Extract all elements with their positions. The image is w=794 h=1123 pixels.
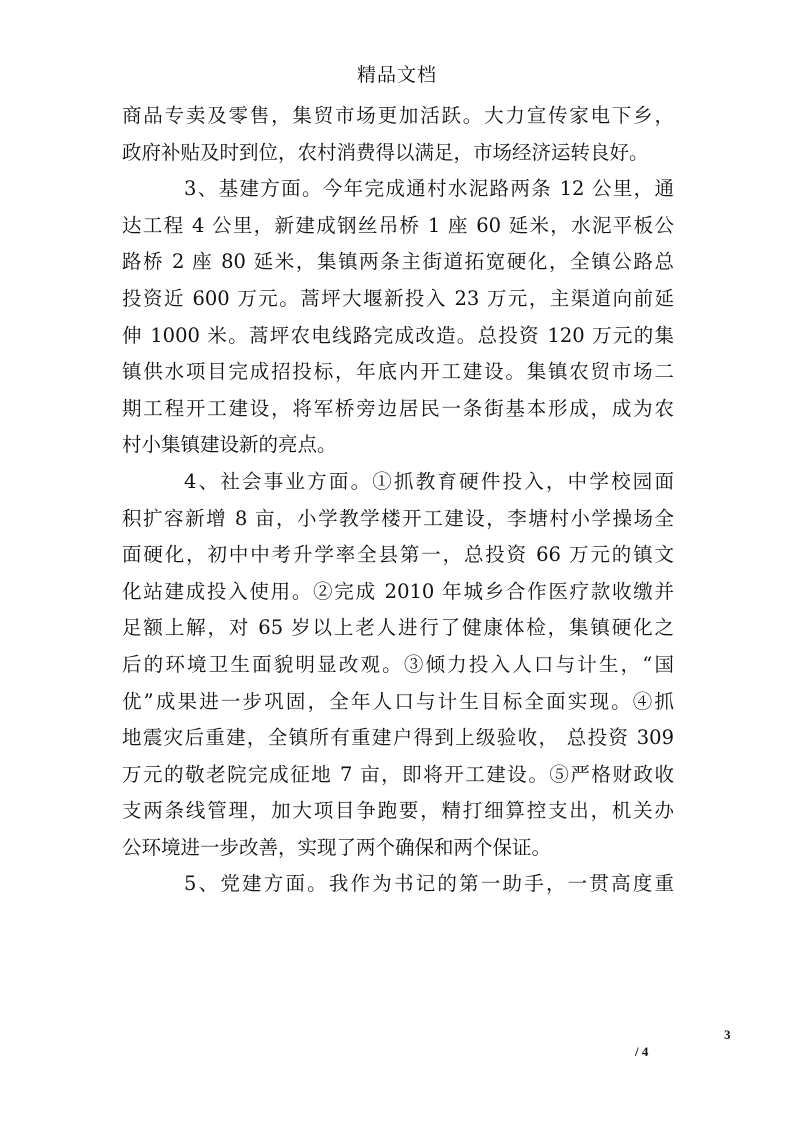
text-line: 地震灾后重建，全镇所有重建户得到上级验收， 总投资 309 xyxy=(122,726,674,750)
text-line: 村小集镇建设新的亮点。 xyxy=(122,433,337,457)
text-line: 优”成果进一步巩固，全年人口与计生目标全面实现。④抓 xyxy=(122,689,674,713)
text-line: 3、基建方面。今年完成通村水泥路两条 12 公里，通 xyxy=(184,177,674,201)
text-line: 镇供水项目完成招投标，年底内开工建设。集镇农贸市场二 xyxy=(122,360,674,384)
text-line: 万元的敬老院完成征地 7 亩，即将开工建设。⑤严格财政收 xyxy=(122,762,674,786)
text-line: 公环境进一步改善，实现了两个确保和两个保证。 xyxy=(122,835,552,859)
text-line: 化站建成投入使用。②完成 2010 年城乡合作医疗款收缴并 xyxy=(122,579,674,603)
text-line: 足额上解，对 65 岁以上老人进行了健康体检，集镇硬化之 xyxy=(122,616,674,640)
text-line: 后的环境卫生面貌明显改观。③倾力投入人口与计生，“国 xyxy=(122,652,674,676)
document-body xyxy=(122,98,674,903)
text-line: 伸 1000 米。蒿坪农电线路完成改造。总投资 120 万元的集 xyxy=(122,323,674,347)
page-total: / 4 xyxy=(635,1044,649,1059)
text-line: 5、党建方面。我作为书记的第一助手，一贯高度重 xyxy=(184,872,674,896)
text-line: 路桥 2 座 80 延米，集镇两条主街道拓宽硬化，全镇公路总 xyxy=(122,250,674,274)
text-line: 面硬化，初中中考升学率全县第一，总投资 66 万元的镇文 xyxy=(122,543,674,567)
text-line: 投资近 600 万元。蒿坪大堰新投入 23 万元，主渠道向前延 xyxy=(122,286,674,310)
text-line: 积扩容新增 8 亩，小学教学楼开工建设，李塘村小学操场全 xyxy=(122,506,674,530)
text-line: 政府补贴及时到位，农村消费得以满足，市场经济运转良好。 xyxy=(122,140,649,164)
page-number: 3 xyxy=(724,1027,731,1042)
text-line: 支两条线管理，加大项目争跑要，精打细算控支出，机关办 xyxy=(122,799,674,823)
text-line: 4、社会事业方面。①抓教育硬件投入，中学校园面 xyxy=(184,469,674,493)
text-line: 期工程开工建设，将军桥旁边居民一条街基本形成，成为农 xyxy=(122,396,674,420)
page-header-title: 精品文档 xyxy=(356,64,437,86)
text-line: 商品专卖及零售，集贸市场更加活跃。大力宣传家电下乡， xyxy=(122,104,674,127)
text-line: 达工程 4 公里，新建成钢丝吊桥 1 座 60 延米，水泥平板公 xyxy=(122,213,674,237)
